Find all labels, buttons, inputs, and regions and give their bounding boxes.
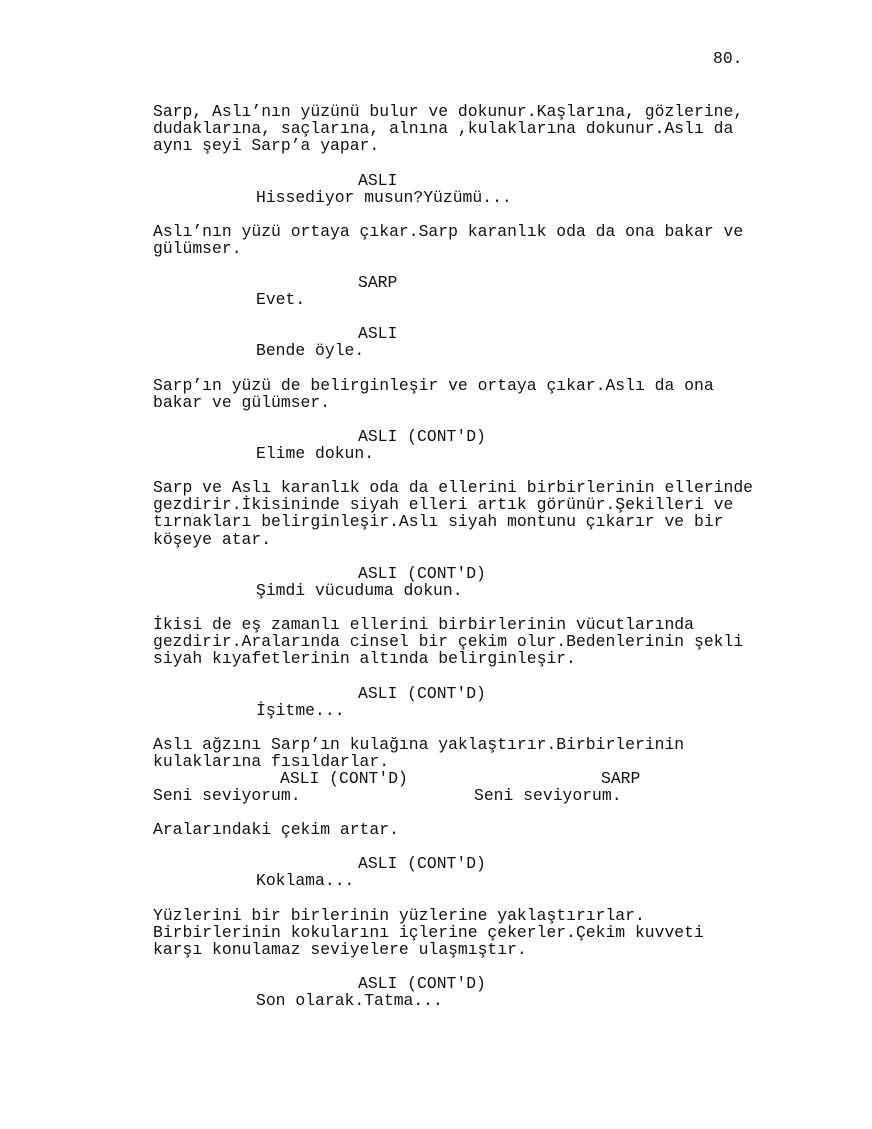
character-cue: ASLI (CONT'D) [358,564,486,583]
action-line: Sarp’ın yüzü de belirginleşir ve ortaya çıkar.Aslı da ona bakar ve gülümser. [153,376,714,413]
action-line: Sarp, Aslı’nın yüzünü bulur ve dokunur.Kaşlarına, gözlerine, dudaklarına, saçlarına, alnına ,kulaklarına dokunur.Aslı da aynı şeyi Sarp’a yapar. [153,102,744,156]
action-line: Aslı ağzını Sarp’ın kulağına yaklaştırır.Birbirlerinin kulaklarına fısıldarlar. [153,735,685,772]
character-cue: ASLI (CONT'D) [358,427,486,446]
action-line: Aslı’nın yüzü ortaya çıkar.Sarp karanlık oda da ona bakar ve gülümser. [153,222,744,259]
dialogue-line: Son olarak.Tatma... [256,991,443,1010]
dialogue-line: Hissediyor musun?Yüzümü... [256,188,512,207]
dialogue-line: Şimdi vücuduma dokun. [256,581,463,600]
dual-dialogue-left: Seni seviyorum. [153,786,301,805]
dual-character-cue-left: ASLI (CONT'D) [280,769,408,788]
dialogue-line: Elime dokun. [256,444,375,463]
character-cue: ASLI (CONT'D) [358,684,486,703]
character-cue: SARP [358,273,398,292]
action-line: Sarp ve Aslı karanlık oda da ellerini birbirlerinin ellerinde gezdirir.İkisininde siyah elleri artık görünür.Şekilleri ve tırnakları belirginleşir.Aslı siyah montunu çıkarır ve bir köşeye atar. [153,478,753,549]
dialogue-line: İşitme... [256,701,345,720]
action-line: İkisi de eş zamanlı ellerini birbirlerinin vücutlarında gezdirir.Aralarında cinsel bir çekim olur.Bedenlerinin şekli siyah kıyafetlerinin altında belirginleşir. [153,615,744,669]
dual-dialogue-right: Seni seviyorum. [474,786,622,805]
dialogue-line: Koklama... [256,871,355,890]
dialogue-line: Bende öyle. [256,341,365,360]
character-cue: ASLI [358,171,398,190]
action-line: Yüzlerini bir birlerinin yüzlerine yaklaştırırlar. Birbirlerinin kokularını içlerine çekerler.Çekim kuvveti karşı konulamaz seviyelere ulaşmıştır. [153,906,704,960]
character-cue: ASLI (CONT'D) [358,974,486,993]
dual-character-cue-right: SARP [601,769,641,788]
character-cue: ASLI [358,324,398,343]
dialogue-line: Evet. [256,290,306,309]
page-number: 80. [713,49,743,68]
action-line: Aralarındaki çekim artar. [153,820,399,839]
character-cue: ASLI (CONT'D) [358,854,486,873]
